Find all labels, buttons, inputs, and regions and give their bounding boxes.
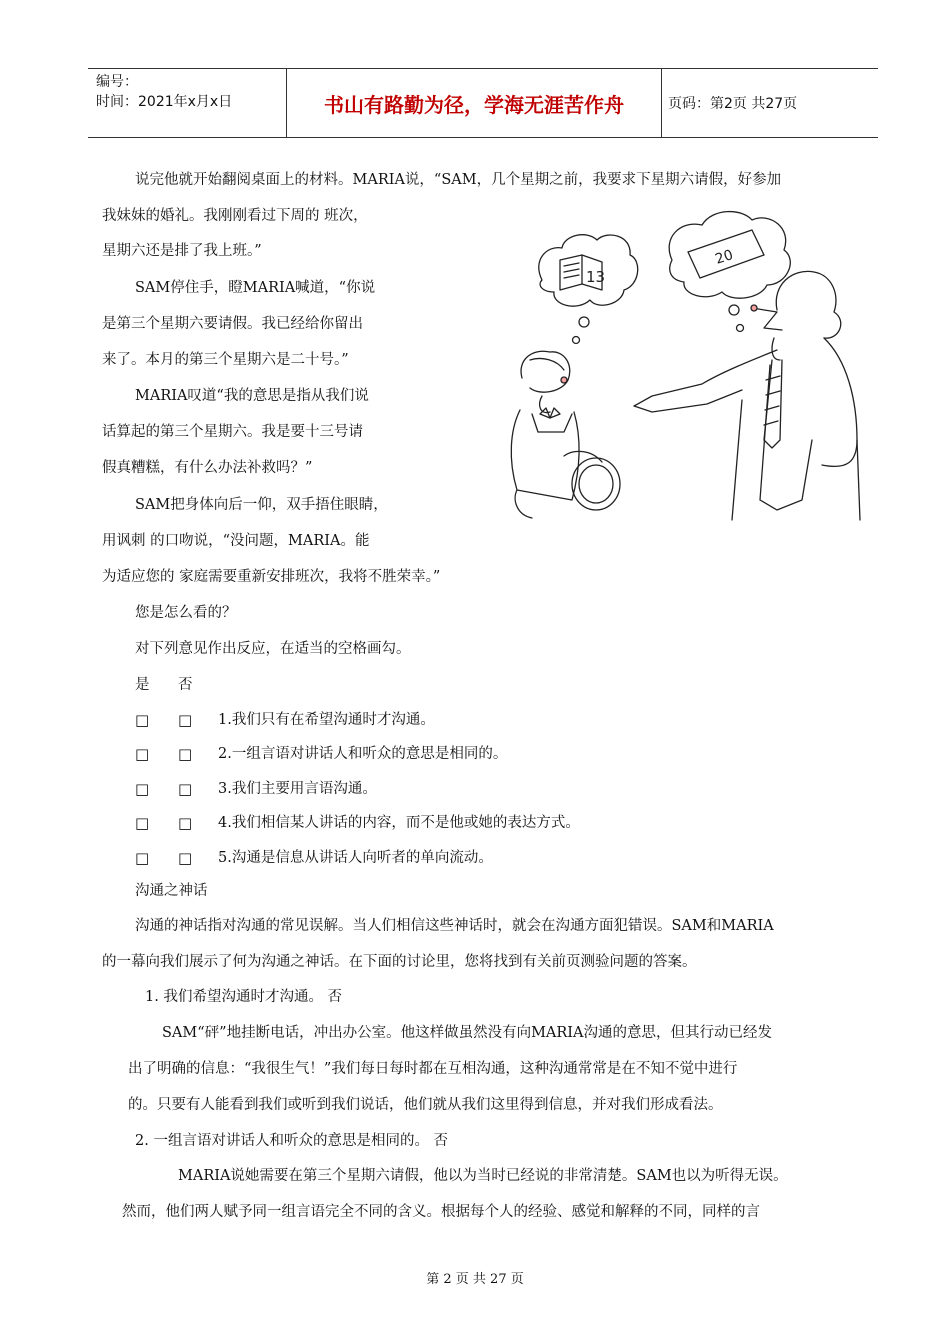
quiz-item-1: 1.我们只有在希望沟通时才沟通。	[218, 712, 435, 728]
story-line-7: MARIA叹道“我的意思是指从我们说	[135, 388, 369, 404]
story-line-12: 为适应您的 家庭需要重新安排班次，我将不胜荣幸。”	[102, 569, 441, 585]
myth1-heading: 1. 我们希望沟通时才沟通。 否	[145, 989, 343, 1005]
maria-figure	[511, 351, 620, 518]
story-line-1: 说完他就开始翻阅桌面上的材料。MARIA说，“SAM，几个星期之前，我要求下星期六请假，好参加	[135, 172, 782, 188]
story-line-8: 话算起的第三个星期六。我是要十三号请	[102, 424, 363, 440]
calendar-thought-bubble	[669, 212, 790, 332]
myth1-line-3: 的。只要有人能看到我们或听到我们说话，他们就从我们这里得到信息，并对我们形成看法。	[128, 1097, 723, 1113]
story-line-10: SAM把身体向后一仰，双手捂住眼睛，	[135, 497, 388, 513]
story-line-3: 星期六还是排了我上班。”	[102, 243, 262, 259]
myth2-heading: 2. 一组言语对讲话人和听众的意思是相同的。 否	[135, 1133, 449, 1149]
story-line-5: 是第三个星期六要请假。我已经给你留出	[102, 316, 363, 332]
story-line-6: 来了。本月的第三个星期六是二十号。”	[102, 352, 349, 368]
quiz-item-3: 3.我们主要用言语沟通。	[218, 781, 377, 797]
book-thought-bubble	[539, 235, 638, 344]
intro-line-1: 沟通的神话指对沟通的常见误解。当人们相信这些神话时，就会在沟通方面犯错误。SAM和MARIA	[135, 918, 774, 934]
yes-header: 是	[135, 677, 150, 693]
story-line-11: 用讽刺 的口吻说，“没问题，MARIA。能	[102, 533, 370, 549]
intro-line-2: 的一幕向我们展示了何为沟通之神话。在下面的讨论里，您将找到有关前页测验问题的答案。	[102, 954, 697, 970]
no-checkbox-5[interactable]: □	[178, 849, 193, 867]
myth2-line-2: 然而，他们两人赋予同一组言语完全不同的含义。根据每个人的经验、感觉和解释的不同，同样的言	[122, 1204, 760, 1220]
yes-checkbox-3[interactable]: □	[135, 780, 150, 798]
header-motto: 书山有路勤为径，学海无涯苦作舟	[286, 69, 662, 137]
header-page-info: 页码：第2页 共27页	[668, 96, 798, 112]
question-line: 您是怎么看的？	[135, 605, 237, 621]
conversation-illustration	[502, 200, 872, 530]
quiz-item-2: 2.一组言语对讲话人和听众的意思是相同的。	[218, 746, 508, 762]
no-checkbox-4[interactable]: □	[178, 814, 193, 832]
story-line-4: SAM停住手，瞪MARIA喊道，“你说	[135, 280, 376, 296]
date-label: 时间：2021年x月x日	[96, 94, 233, 110]
quiz-item-4: 4.我们相信某人讲话的内容，而不是他或她的表达方式。	[218, 815, 580, 831]
header-meta	[88, 69, 286, 137]
page-header	[88, 68, 878, 138]
yes-checkbox-2[interactable]: □	[135, 745, 150, 763]
myth1-line-2: 出了明确的信息：“我很生气！”我们每日每时都在互相沟通，这种沟通常常是在不知不觉中进行	[128, 1061, 738, 1077]
calendar-number: 20	[713, 247, 736, 268]
no-header: 否	[178, 677, 193, 693]
no-checkbox-2[interactable]: □	[178, 745, 193, 763]
quiz-item-5: 5.沟通是信息从讲话人向听者的单向流动。	[218, 850, 493, 866]
myth2-line-1: MARIA说她需要在第三个星期六请假，他以为当时已经说的非常清楚。SAM也以为听得无误。	[178, 1168, 788, 1184]
yes-checkbox-5[interactable]: □	[135, 849, 150, 867]
instruction-line: 对下列意见作出反应，在适当的空格画勾。	[135, 641, 411, 657]
book-number: 13	[586, 268, 606, 286]
yes-checkbox-1[interactable]: □	[135, 711, 150, 729]
section-title: 沟通之神话	[135, 883, 208, 899]
number-label: 编号：	[96, 74, 138, 90]
no-checkbox-1[interactable]: □	[178, 711, 193, 729]
story-line-2: 我妹妹的婚礼。我刚刚看过下周的 班次，	[102, 208, 368, 224]
myth1-line-1: SAM“砰”地挂断电话，冲出办公室。他这样做虽然没有向MARIA沟通的意思，但其行动已经发	[162, 1025, 773, 1041]
story-line-9: 假真糟糕，有什么办法补救吗？”	[102, 460, 313, 476]
yes-checkbox-4[interactable]: □	[135, 814, 150, 832]
sam-figure	[634, 271, 860, 520]
page-footer: 第 2 页 共 27 页	[426, 1272, 524, 1287]
no-checkbox-3[interactable]: □	[178, 780, 193, 798]
